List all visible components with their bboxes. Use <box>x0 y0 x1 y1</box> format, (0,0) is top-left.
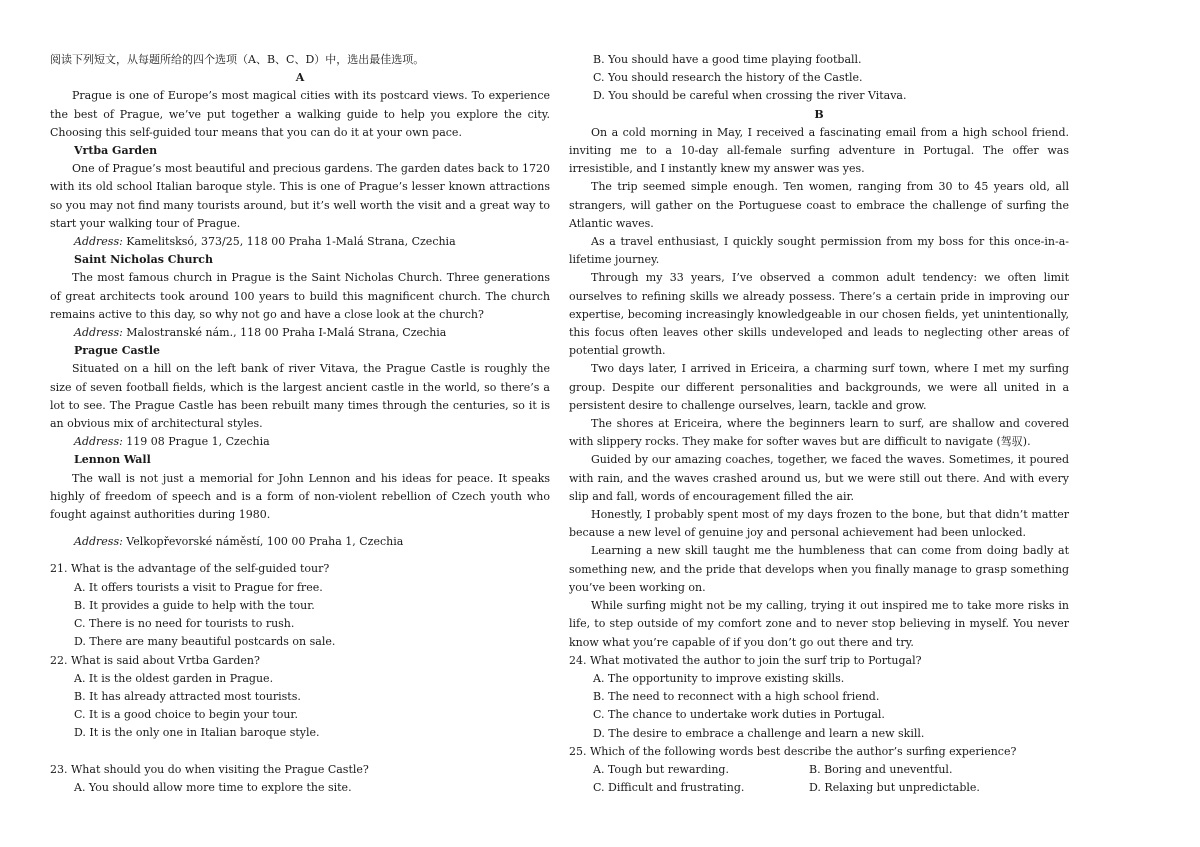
question-22-stem: 22. What is said about Vrtba Garden? <box>50 653 260 667</box>
address-value: Velkopřevorské náměstí, 100 00 Praha 1, Czechia <box>126 535 404 549</box>
passage-b-paragraph: Guided by our amazing coaches, together, we faced the waves. Sometimes, it poured with rain, and the waves crashed around us, but we were still out there. And with every slip and fall, words of encouragement filled the air. <box>569 453 1069 503</box>
question-21-option-b[interactable]: B. It provides a guide to help with the tour. <box>74 598 315 612</box>
passage-b-paragraph: Honestly, I probably spent most of my days frozen to the bone, but that didn’t matter because a new level of genuine joy and personal achievement had been unlocked. <box>569 508 1069 540</box>
section-body-nicholas: The most famous church in Prague is the Saint Nicholas Church. Three generations of great architects took around 100 years to build this magnificent church. The church remains active to this day, so why not go and have a close look at the church? <box>50 271 550 321</box>
address-label: Address: <box>74 435 123 449</box>
question-21-option-d[interactable]: D. There are many beautiful postcards on sale. <box>74 635 336 649</box>
passage-b-paragraph: While surfing might not be my calling, trying it out inspired me to take more risks in life, to step outside of my comfort zone and to never stop believing in myself. You never know what you’re capable of if you don’t go out there and try. <box>569 599 1069 649</box>
address-value: Malostranské nám., 118 00 Praha I-Malá Strana, Czechia <box>126 326 447 340</box>
question-21-option-c[interactable]: C. There is no need for tourists to rush. <box>74 617 295 631</box>
section-body-castle: Situated on a hill on the left bank of river Vitava, the Prague Castle is roughly the size of seven football fields, which is the largest ancient castle in the world, so there’s a lot to see. The Prague Castle has been rebuilt many times through the centuries, so it is an obvious mix of architectural styles. <box>50 362 550 431</box>
question-23-option-b[interactable]: B. You should have a good time playing football. <box>593 53 862 66</box>
section-heading-lennon: Lennon Wall <box>74 453 151 467</box>
question-22-option-c[interactable]: C. It is a good choice to begin your tour. <box>74 708 298 722</box>
section-address-vrtba <box>50 233 550 251</box>
spacer <box>50 743 550 761</box>
passage-a-intro: Prague is one of Europe’s most magical cities with its postcard views. To experience the best of Prague, we’ve put together a walking guide to help you explore the city. Choosing this self-guided tour means that you can do it at your own pace. <box>50 89 550 139</box>
passage-b-label: B <box>814 107 824 121</box>
question-21-option-a[interactable]: A. It offers tourists a visit to Prague for free. <box>74 580 323 594</box>
passage-b-paragraph: The trip seemed simple enough. Ten women, ranging from 30 to 45 years old, all strangers, will gather on the Portuguese coast to embrace the challenge of surfing the Atlantic waves. <box>569 180 1069 230</box>
question-24-option-b[interactable]: B. The need to reconnect with a high school friend. <box>593 690 880 704</box>
spacer <box>50 551 550 560</box>
section-heading-castle: Prague Castle <box>74 344 161 358</box>
passage-b-paragraph: The shores at Ericeira, where the beginners learn to surf, are shallow and covered with slippery rocks. They make for softer waves but are difficult to navigate (驾驭). <box>569 417 1069 449</box>
question-23-option-c[interactable]: C. You should research the history of the Castle. <box>593 71 863 85</box>
question-24-option-c[interactable]: C. The chance to undertake work duties in Portugal. <box>593 708 885 722</box>
question-25-stem: 25. Which of the following words best describe the author’s surfing experience? <box>569 744 1017 758</box>
question-23-stem: 23. What should you do when visiting the Prague Castle? <box>50 762 369 776</box>
instruction-text: 阅读下列短文，从每题所给的四个选项（A、B、C、D）中，选出最佳选项。 <box>50 53 425 66</box>
question-25-options-row-2 <box>569 779 1069 797</box>
question-23-option-d[interactable]: D. You should be careful when crossing the river Vitava. <box>593 89 907 103</box>
passage-b-paragraph: As a travel enthusiast, I quickly sought permission from my boss for this once-in-a-lifetime journey. <box>569 235 1069 267</box>
section-address-lennon <box>50 533 550 551</box>
passage-a-label: A <box>295 71 305 85</box>
question-25-options-row-1 <box>569 761 1069 779</box>
address-value: Kamelitsksó, 373/25, 118 00 Praha 1-Malá Strana, Czechia <box>126 235 456 249</box>
section-heading-nicholas: Saint Nicholas Church <box>74 253 213 267</box>
question-22-option-b[interactable]: B. It has already attracted most tourists. <box>74 689 301 703</box>
address-label: Address: <box>74 326 123 340</box>
question-25-option-b[interactable]: B. Boring and uneventful. <box>809 762 953 776</box>
question-22-option-d[interactable]: D. It is the only one in Italian baroque style. <box>74 726 320 740</box>
address-label: Address: <box>74 235 123 249</box>
passage-b-paragraph: Learning a new skill taught me the humbleness that can come from doing badly at something new, and the pride that develops when you finally manage to grasp something you’ve been working on. <box>569 544 1069 594</box>
section-address-nicholas <box>50 324 550 342</box>
question-25-option-d[interactable]: D. Relaxing but unpredictable. <box>809 781 980 795</box>
passage-b-paragraph: Through my 33 years, I’ve observed a common adult tendency: we often limit ourselves to refining skills we already possess. There’s a certain pride in improving our expertise, becoming increasingly knowledgeable in our chosen fields, yet unintentionally, this focus often leaves other skills undeveloped and leads to neglecting other areas of potential growth. <box>569 271 1069 358</box>
question-24-option-d[interactable]: D. The desire to embrace a challenge and learn a new skill. <box>593 726 925 740</box>
left-column <box>50 51 550 797</box>
question-25-option-c[interactable]: C. Difficult and frustrating. <box>593 781 745 795</box>
address-value: 119 08 Prague 1, Czechia <box>126 435 270 449</box>
right-column <box>569 51 1069 797</box>
question-25-option-a[interactable]: A. Tough but rewarding. <box>593 762 729 776</box>
question-24-stem: 24. What motivated the author to join the surf trip to Portugal? <box>569 653 922 667</box>
question-21-stem: 21. What is the advantage of the self-guided tour? <box>50 562 330 576</box>
section-body-lennon: The wall is not just a memorial for John Lennon and his ideas for peace. It speaks highly of freedom of speech and is a form of non-violent rebellion of Czech youth who fought against authorities during 1980. <box>50 471 550 522</box>
spacer <box>50 524 550 533</box>
section-body-vrtba: One of Prague’s most beautiful and precious gardens. The garden dates back to 1720 with its old school Italian baroque style. This is one of Prague’s lesser known attractions so you may not find many tourists around, but it’s well worth the visit and a great way to start your walking tour of Prague. <box>50 162 550 230</box>
question-23-option-a[interactable]: A. You should allow more time to explore the site. <box>74 780 352 794</box>
passage-b-paragraph: Two days later, I arrived in Ericeira, a charming surf town, where I met my surfing group. Despite our different personalities and backgrounds, we were all united in a persistent desire to challenge ourselves, learn, tackle and grow. <box>569 362 1069 412</box>
address-label: Address: <box>74 535 123 549</box>
section-address-castle <box>50 433 550 451</box>
question-22-option-a[interactable]: A. It is the oldest garden in Prague. <box>74 671 274 685</box>
passage-b-paragraph: On a cold morning in May, I received a fascinating email from a high school friend. inviting me to a 10-day all-female surfing adventure in Portugal. The offer was irresistible, and I instantly knew my answer was yes. <box>569 125 1069 176</box>
section-heading-vrtba: Vrtba Garden <box>74 144 158 158</box>
question-24-option-a[interactable]: A. The opportunity to improve existing skills. <box>593 671 845 685</box>
